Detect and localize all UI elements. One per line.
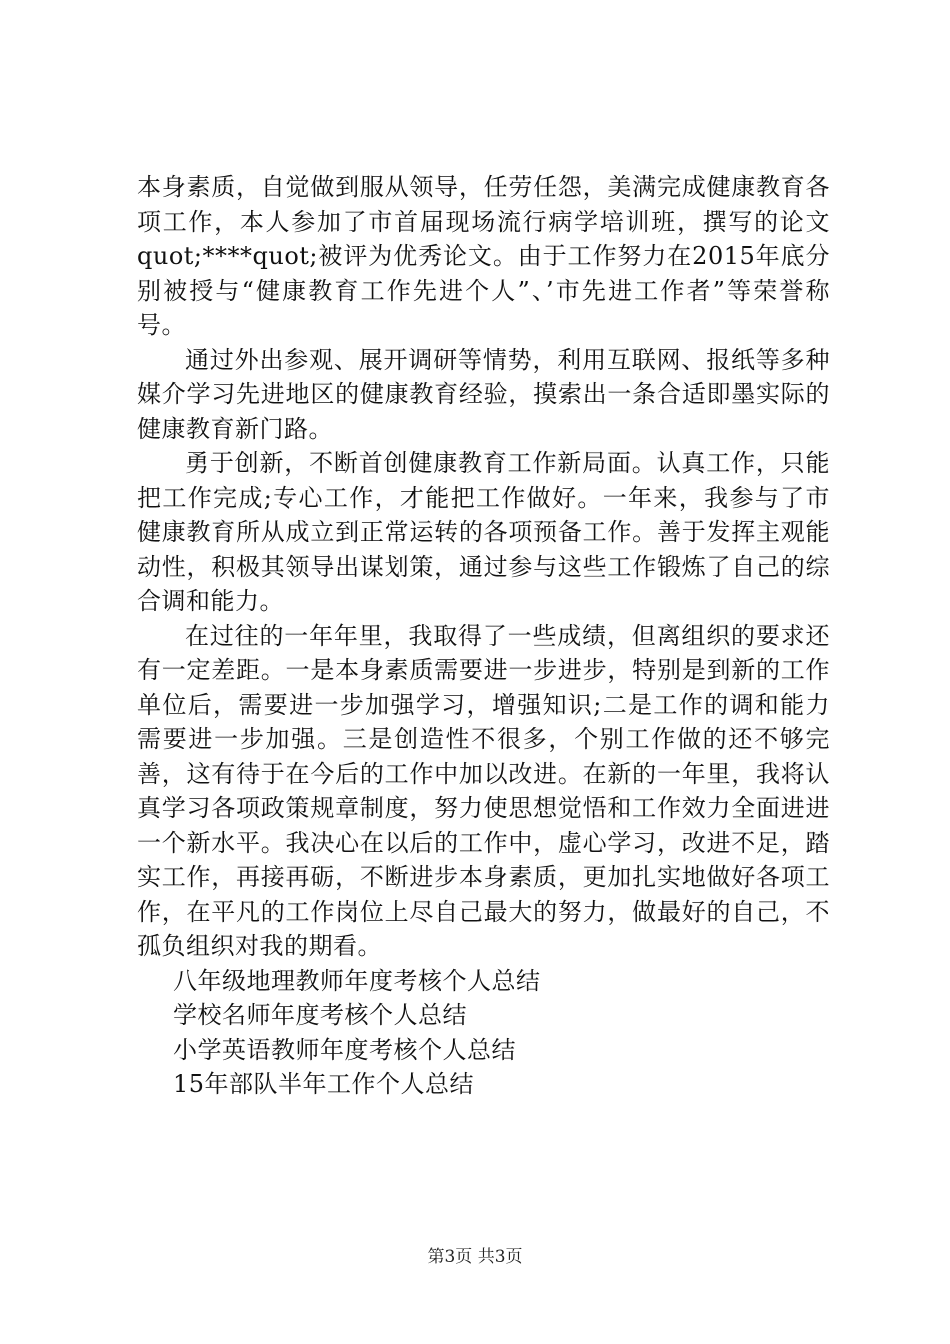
paragraph: 在过往的一年年里，我取得了一些成绩，但离组织的要求还有一定差距。一是本身素质需要进一步进步，特别是到新的工作单位后，需要进一步加强学习，增强知识;二是工作的调和能力需要进一步加强。三是创造性不很多，个别工作做的还不够完善，这有待于在今后的工作中加以改进。在新的一年里，我将认真学习各项政策规章制度，努力使思想觉悟和工作效力全面进进一个新水平。我决心在以后的工作中，虚心学习，改进不足，踏实工作，再接再砺，不断进步本身素质，更加扎实地做好各项工作，在平凡的工作岗位上尽自己最大的努力，做最好的自己，不孤负组织对我的期看。 [137,621,830,960]
paragraph: 通过外出参观、展开调研等情势，利用互联网、报纸等多种媒介学习先进地区的健康教育经验，摸索出一条合适即墨实际的健康教育新门路。 [137,345,830,443]
document-body [137,170,830,1102]
page-number: 第3页 共3页 [427,1247,523,1267]
related-link[interactable]: 15年部队半年工作个人总结 [173,1070,475,1098]
paragraph: 本身素质，自觉做到服从领导，任劳任怨，美满完成健康教育各项工作，本人参加了市首届现场流行病学培训班，撰写的论文quot;****quot;被评为优秀论文。由于工作努力在2015年底分别被授与“健康教育工作先进个人”、’市先进工作者”等荣誉称号。 [137,173,830,339]
paragraph: 勇于创新，不断首创健康教育工作新局面。认真工作，只能把工作完成;专心工作，才能把工作做好。一年来，我参与了市健康教育所从成立到正常运转的各项预备工作。善于发挥主观能动性，积极其领导出谋划策，通过参与这些工作锻炼了自己的综合调和能力。 [137,449,830,615]
related-links-list [137,964,830,1102]
related-link[interactable]: 八年级地理教师年度考核个人总结 [173,966,541,995]
related-link[interactable]: 小学英语教师年度考核个人总结 [173,1035,516,1064]
related-link[interactable]: 学校名师年度考核个人总结 [173,1001,467,1029]
